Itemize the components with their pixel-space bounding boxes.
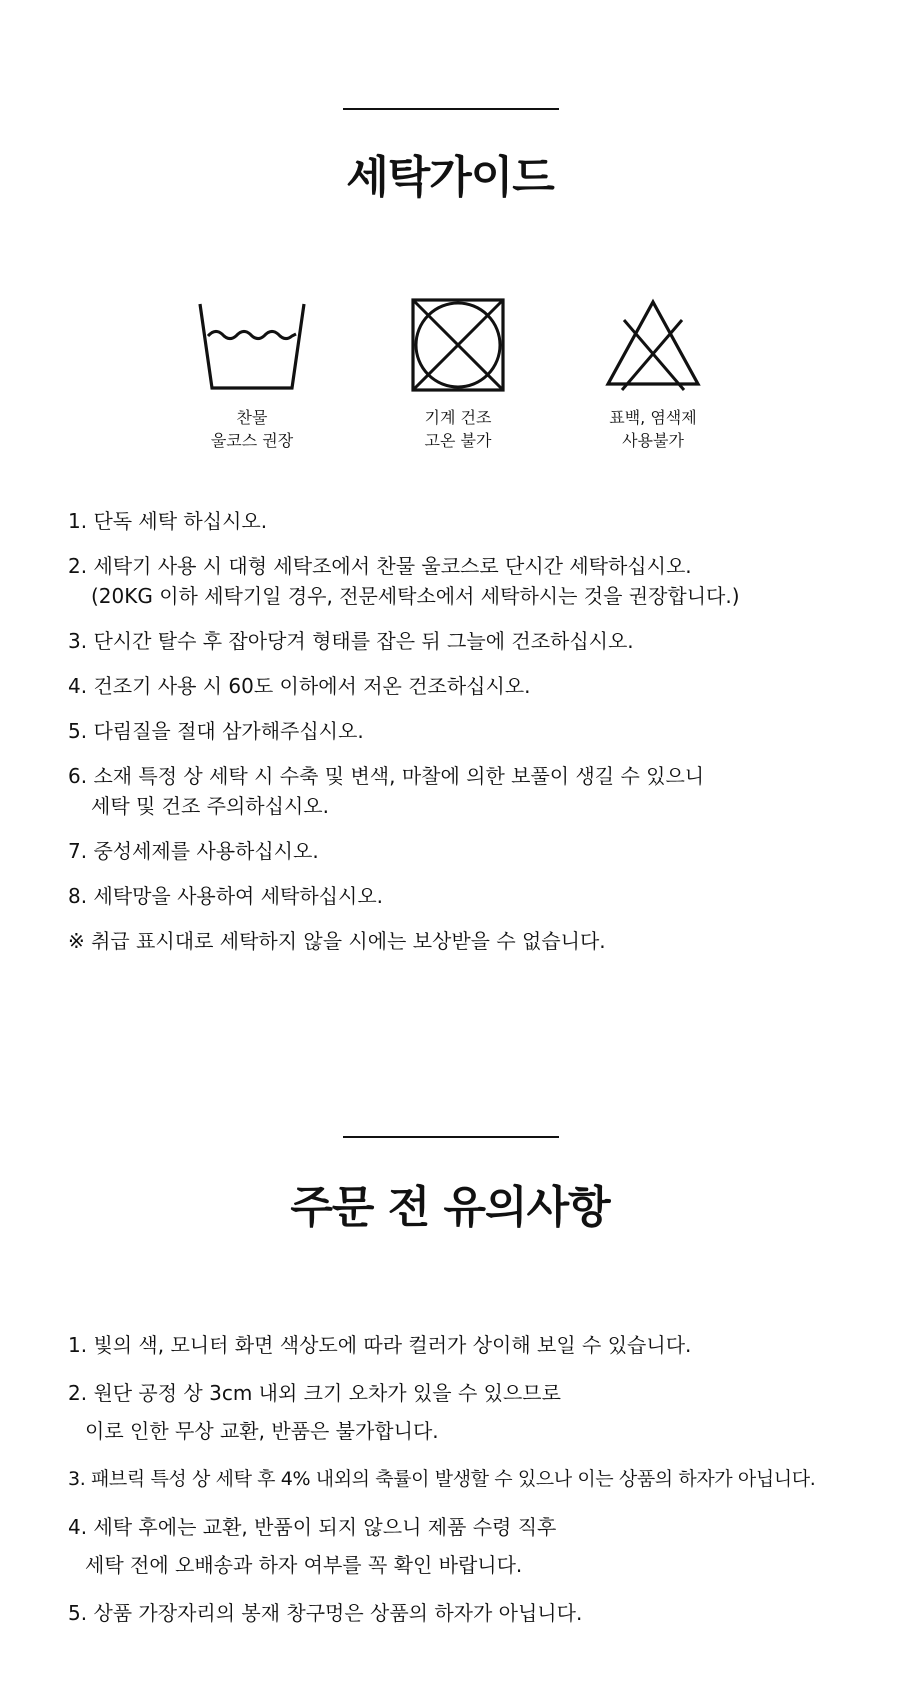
order-notice-list bbox=[68, 1326, 815, 1642]
list-item bbox=[68, 716, 740, 746]
list-item bbox=[68, 1326, 815, 1364]
section-divider bbox=[343, 108, 559, 110]
list-item bbox=[68, 506, 740, 536]
list-item bbox=[68, 1460, 815, 1498]
list-item-text-continued: 세탁 전에 오배송과 하자 여부를 꼭 확인 바랍니다. bbox=[85, 1553, 523, 1577]
list-item bbox=[68, 836, 740, 866]
hand-wash-icon bbox=[196, 296, 308, 394]
no-bleach-caption-line2: 사용불가 bbox=[622, 431, 684, 450]
compensation-note bbox=[68, 926, 740, 956]
wash-guide-title: 세탁가이드 bbox=[346, 152, 554, 203]
list-item-text: 3. 패브릭 특성 상 세탁 후 4% 내외의 축률이 발생할 수 있으나 이는 상품의 하자가 아닙니다. bbox=[68, 1468, 816, 1490]
order-notice-title: 주문 전 유의사항 bbox=[290, 1182, 610, 1233]
care-symbol-no-bleach bbox=[583, 296, 723, 452]
wash-instructions-list bbox=[68, 506, 740, 971]
list-item-text: 7. 중성세제를 사용하십시오. bbox=[68, 839, 319, 863]
list-item bbox=[68, 761, 740, 821]
no-bleach-icon bbox=[604, 296, 702, 394]
list-item bbox=[68, 551, 740, 611]
list-item-text: 4. 세탁 후에는 교환, 반품이 되지 않으니 제품 수령 직후 bbox=[68, 1515, 557, 1539]
list-item-text: 1. 단독 세탁 하십시오. bbox=[68, 509, 268, 533]
list-item-text: 8. 세탁망을 사용하여 세탁하십시오. bbox=[68, 884, 383, 908]
list-item bbox=[68, 1374, 815, 1450]
no-bleach-caption-line1: 표백, 염색제 bbox=[609, 408, 697, 427]
list-item-text: 2. 원단 공정 상 3cm 내외 크기 오차가 있을 수 있으므로 bbox=[68, 1381, 561, 1405]
no-tumble-dry-icon bbox=[411, 296, 505, 394]
list-item bbox=[68, 671, 740, 701]
list-item bbox=[68, 1594, 815, 1632]
section-divider bbox=[343, 1136, 559, 1138]
list-item-text: 5. 상품 가장자리의 봉재 창구멍은 상품의 하자가 아닙니다. bbox=[68, 1601, 583, 1625]
list-item-text: 6. 소재 특정 상 세탁 시 수축 및 변색, 마찰에 의한 보풀이 생길 수 있으니 bbox=[68, 764, 705, 788]
no-dry-caption-line2: 고온 불가 bbox=[424, 431, 492, 450]
list-item-text: 2. 세탁기 사용 시 대형 세탁조에서 찬물 울코스로 단시간 세탁하십시오. bbox=[68, 554, 692, 578]
care-symbol-hand-wash bbox=[182, 296, 322, 452]
list-item bbox=[68, 1508, 815, 1584]
list-item-text: 1. 빛의 색, 모니터 화면 색상도에 따라 컬러가 상이해 보일 수 있습니다. bbox=[68, 1333, 692, 1357]
list-item-text: 5. 다림질을 절대 삼가해주십시오. bbox=[68, 719, 364, 743]
care-symbol-no-tumble-dry bbox=[388, 296, 528, 452]
list-item-text-continued: 세탁 및 건조 주의하십시오. bbox=[91, 794, 329, 818]
list-item-text: 3. 단시간 탈수 후 잡아당겨 형태를 잡은 뒤 그늘에 건조하십시오. bbox=[68, 629, 634, 653]
no-dry-caption-line1: 기계 건조 bbox=[424, 408, 492, 427]
list-item-text-continued: (20KG 이하 세탁기일 경우, 전문세탁소에서 세탁하시는 것을 권장합니다.) bbox=[91, 584, 740, 608]
hand-wash-caption-line2: 울코스 권장 bbox=[210, 431, 294, 450]
list-item bbox=[68, 881, 740, 911]
list-item-text: ※ 취급 표시대로 세탁하지 않을 시에는 보상받을 수 없습니다. bbox=[68, 929, 606, 953]
hand-wash-caption-line1: 찬물 bbox=[236, 408, 268, 427]
list-item-text: 4. 건조기 사용 시 60도 이하에서 저온 건조하십시오. bbox=[68, 674, 531, 698]
list-item-text-continued: 이로 인한 무상 교환, 반품은 불가합니다. bbox=[85, 1419, 439, 1443]
list-item bbox=[68, 626, 740, 656]
